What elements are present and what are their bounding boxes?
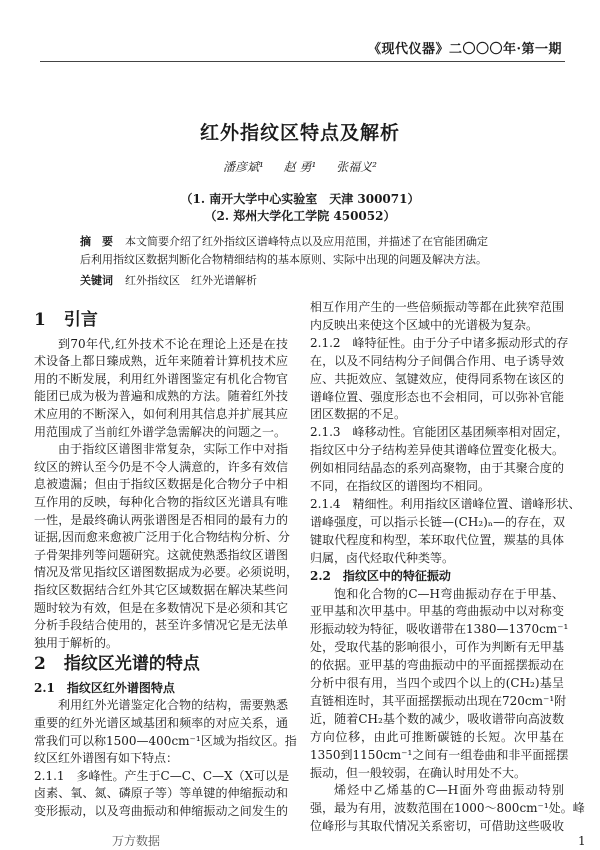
text-line: 能团已成为极为普遍和成熟的方法。随着红外技 (34, 389, 288, 404)
text-line: 变形振动，以及弯曲振动和伸缩振动之间发生的 (34, 804, 288, 819)
text-line: 内反映出来使这个区域中的光谱极为复杂。 (310, 317, 539, 332)
text-line: 2.1.2 峰特征性。由于分子中诸多振动形式的存 (310, 335, 569, 350)
section-number: 1 (34, 310, 46, 330)
text-line: 常我们可以称1500—400cm⁻¹区域为指纹区。指 (34, 733, 297, 748)
text-line: 题时较为有效，但是在多数情况下是必须和其它 (34, 600, 288, 615)
text-line: 亚甲基和次甲基中。甲基的弯曲振动中以对称变 (310, 604, 564, 619)
text-line: 强，最为有用，波数范围在1000～800cm⁻¹处。峰 (310, 801, 585, 816)
text-line: 2.1.4 精细性。利用指纹区谱峰位置、谱峰形状、 (310, 496, 581, 511)
text-line: 卤素、氧、氮、磷原子等）等单键的伸缩振动和 (34, 786, 288, 801)
article-title: 红外指纹区特点及解析 (199, 122, 400, 144)
author: 潘彦斌¹ (223, 160, 264, 174)
keywords-label: 关键词 (80, 274, 113, 287)
text-line: 到70年代,红外技术不论在理论上还是在技 (58, 336, 288, 351)
text-line: 利用红外光谱鉴定化合物的结构，需要熟悉 (58, 698, 288, 713)
abstract-label: 摘 要 (80, 235, 113, 248)
text-line: 归属，卤代烃取代种类等。 (310, 550, 455, 565)
text-line: 由于指纹区谱图非常复杂，实际工作中对指 (58, 442, 288, 457)
text-line: 指纹区数据结合红外其它区域数据在解决某些问 (34, 582, 288, 597)
text-line: 分析中很有用，当四个或四个以上的(CH₂)基呈 (310, 676, 564, 691)
author: 赵 勇¹ (283, 160, 317, 174)
abstract-text: 本文简要介绍了红外指纹区谱峰特点以及应用范围，并描述了在官能团确定 (125, 235, 488, 248)
text-line: 指纹区中分子结构差异使其谱峰位置变化极大。 (310, 443, 564, 458)
text-line: 直链相连时，其平面摇摆振动出现在720cm⁻¹附 (310, 693, 567, 708)
text-line: 证据,因而愈来愈被广泛用于化合物结构分析、分 (34, 530, 290, 545)
text-line: 一性，是最终确认两张谱图是否相同的最有力的 (34, 512, 288, 527)
text-line: 的依据。亚甲基的弯曲振动中的平面摇摆振动在 (310, 658, 564, 673)
text-line: 术应用的不断深入，如何利用其信息并扩展其应 (34, 406, 288, 421)
section-heading (34, 656, 288, 674)
author-list (0, 158, 600, 175)
text-line: 息被遗漏；但由于指纹区数据是化合物分子中相 (34, 477, 288, 492)
abstract (80, 233, 500, 290)
watermark: 万方数据 (112, 834, 161, 848)
text-line: 独用于解析的。 (34, 635, 119, 650)
text-line: 1350到1150cm⁻¹之间有一组卷曲和非平面摇摆 (310, 747, 569, 762)
journal-header: 《现代仪器》二〇〇〇年·第一期 (367, 42, 562, 57)
right-column (310, 299, 585, 836)
text-line: 谱峰位置、强度形态也不会相同，可以弥补官能 (310, 389, 564, 404)
subsection-heading: 2.1 指纹区红外谱图特点 (34, 680, 175, 695)
text-line: 烯烃中乙烯基的C—H面外弯曲振动特别 (334, 783, 564, 798)
text-line: 位峰形与其取代情况关系密切，可借助这些吸收 (310, 819, 564, 834)
header-rule (40, 61, 565, 62)
left-column (34, 308, 299, 821)
text-line: 相互作用产生的一些倍频振动等都在此狭窄范围 (310, 300, 564, 314)
text-line: 形振动较为特征，吸收谱带在1380—1370cm⁻¹ (310, 622, 569, 637)
text-line: 团区数据的不足。 (310, 407, 407, 422)
text-line: 2.1.1 多峰性。产生于C—C、C—X（X可以是 (34, 768, 290, 783)
text-line: 术设备上都日臻成熟，近年来随着计算机技术应 (34, 354, 288, 369)
text-line: 重要的红外光谱区域基团和频率的对应关系，通 (34, 716, 288, 731)
text-line: 振动，但一般较弱，在确认时用处不大。 (310, 765, 527, 780)
text-line: 不同，在指纹区的谱图均不相同。 (310, 479, 491, 494)
author: 张福义² (336, 160, 377, 174)
abstract-text: 后利用指纹区数据判断化合物精细结构的基本原则、实际中出现的问题及解决方法。 (80, 253, 487, 266)
section-heading (34, 312, 288, 330)
text-line: 处，受取代基的影响很小，可作为判断有无甲基 (310, 640, 564, 655)
keywords: 红外指纹区 红外光谱解析 (125, 274, 257, 287)
text-line: 用的不断发展，利用红外谱图鉴定有机化合物官 (34, 371, 288, 386)
text-line: 应、共扼效应、氢键效应，使得同系物在该区的 (310, 371, 564, 386)
page-number: 1 (578, 834, 586, 848)
section-title: 指纹区光谱的特点 (63, 654, 200, 675)
text-line: 饱和化合物的C—H弯曲振动存在于甲基、 (334, 586, 564, 601)
subsection-heading: 2.2 指纹区中的特征振动 (310, 568, 451, 583)
section-title: 引言 (63, 310, 98, 330)
text-line: 键取代程度和构型，苯环取代位置，羰基的具体 (310, 532, 564, 547)
text-line: 互作用的反映，每种化合物的指纹区光谱具有唯 (34, 494, 288, 509)
text-line: 分析手段结合使用的，甚至许多情况它是无法单 (34, 618, 288, 633)
text-line: 情况及常见指纹区谱图数据成为必要。必须说明， (34, 565, 299, 580)
text-line: 用范围成了当前红外谱学急需解决的问题之一。 (34, 424, 287, 439)
affiliation: （2. 郑州大学化工学院 450052） (204, 209, 396, 223)
text-line: 谱峰强度，可以指示长链—(CH₂)ₙ—的存在，双 (310, 514, 566, 529)
affiliation: （1. 南开大学中心实验室 天津 300071） (180, 192, 420, 206)
text-line: 近，随着CH₂基个数的减少，吸收谱带向高波数 (310, 711, 564, 726)
section-number: 2 (34, 654, 46, 675)
text-line: 子骨架排列等问题研究。这就使熟悉指纹区谱图 (34, 547, 288, 562)
text-line: 在，以及不同结构分子间偶合作用、电子诱导效 (310, 353, 564, 368)
text-line: 2.1.3 峰移动性。官能团区基团频率相对固定， (310, 425, 569, 440)
text-line: 纹区红外谱图有如下特点： (34, 751, 179, 766)
text-line: 方向位移，由此可推断碳链的长短。次甲基在 (310, 729, 564, 744)
text-line: 纹区的辨认至今仍是不令人满意的，许多有效信 (34, 459, 288, 474)
text-line: 例如相同结晶态的系列高聚物，由于其聚合度的 (310, 461, 564, 476)
